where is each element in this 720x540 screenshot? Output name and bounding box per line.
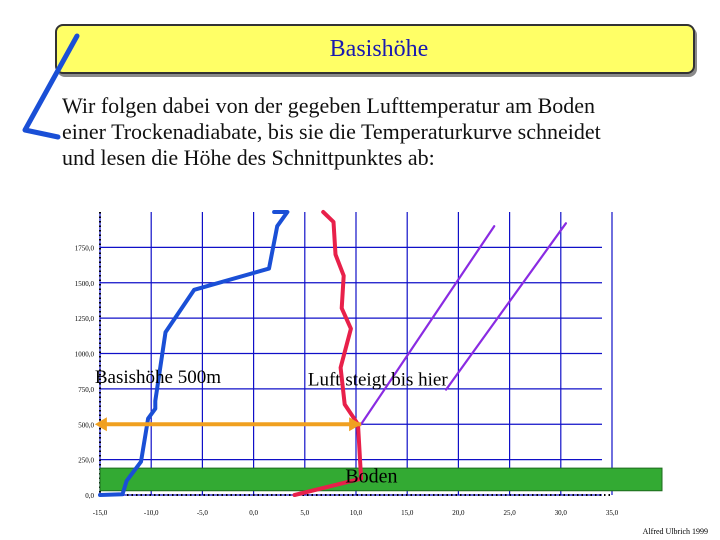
- y-tick-label: 1500,0: [74, 279, 94, 288]
- x-tick-label: 0,0: [249, 509, 258, 517]
- annotation-0: Basishöhe 500m: [94, 367, 222, 389]
- y-tick-label: 750,0: [78, 385, 94, 394]
- annotation-2: Boden: [345, 465, 398, 488]
- x-tick-label: 20,0: [452, 509, 465, 517]
- series-line-trockenadiabate: [361, 226, 494, 424]
- y-tick-label: 250,0: [78, 456, 94, 465]
- x-tick-label: 10,0: [349, 509, 363, 517]
- y-tick-label: 1000,0: [74, 350, 94, 359]
- intro-line-3: und lesen die Höhe des Schnittpunktes ab:: [62, 145, 435, 170]
- x-tick-label: 30,0: [554, 509, 567, 517]
- x-tick-label: -10,0: [143, 509, 159, 517]
- x-tick-label: 15,0: [401, 509, 414, 517]
- x-tick-label: -5,0: [196, 509, 208, 517]
- series-line-trockenadiabate-2: [446, 223, 566, 389]
- y-tick-label: 1750,0: [74, 244, 94, 253]
- x-tick-label: -15,0: [92, 509, 108, 517]
- credit-text: Alfred Ulbrich 1999: [642, 527, 708, 536]
- y-tick-label: 0,0: [85, 492, 94, 500]
- intro-line-1: Wir folgen dabei von der gegeben Lufttemperatur am Boden: [62, 93, 596, 118]
- x-tick-label: 25,0: [503, 509, 516, 517]
- annotation-1: Luft steigt bis hier: [307, 369, 448, 391]
- decor-bracket: [25, 36, 77, 137]
- x-tick-label: 35,0: [605, 509, 619, 517]
- y-tick-label: 500,0: [78, 421, 94, 430]
- slide-title: Basishöhe: [329, 36, 429, 62]
- intro-line-2: einer Trockenadiabate, bis sie die Temperaturkurve schneidet: [62, 119, 601, 144]
- x-tick-label: 5,0: [300, 509, 310, 517]
- y-tick-label: 1250,0: [74, 315, 94, 324]
